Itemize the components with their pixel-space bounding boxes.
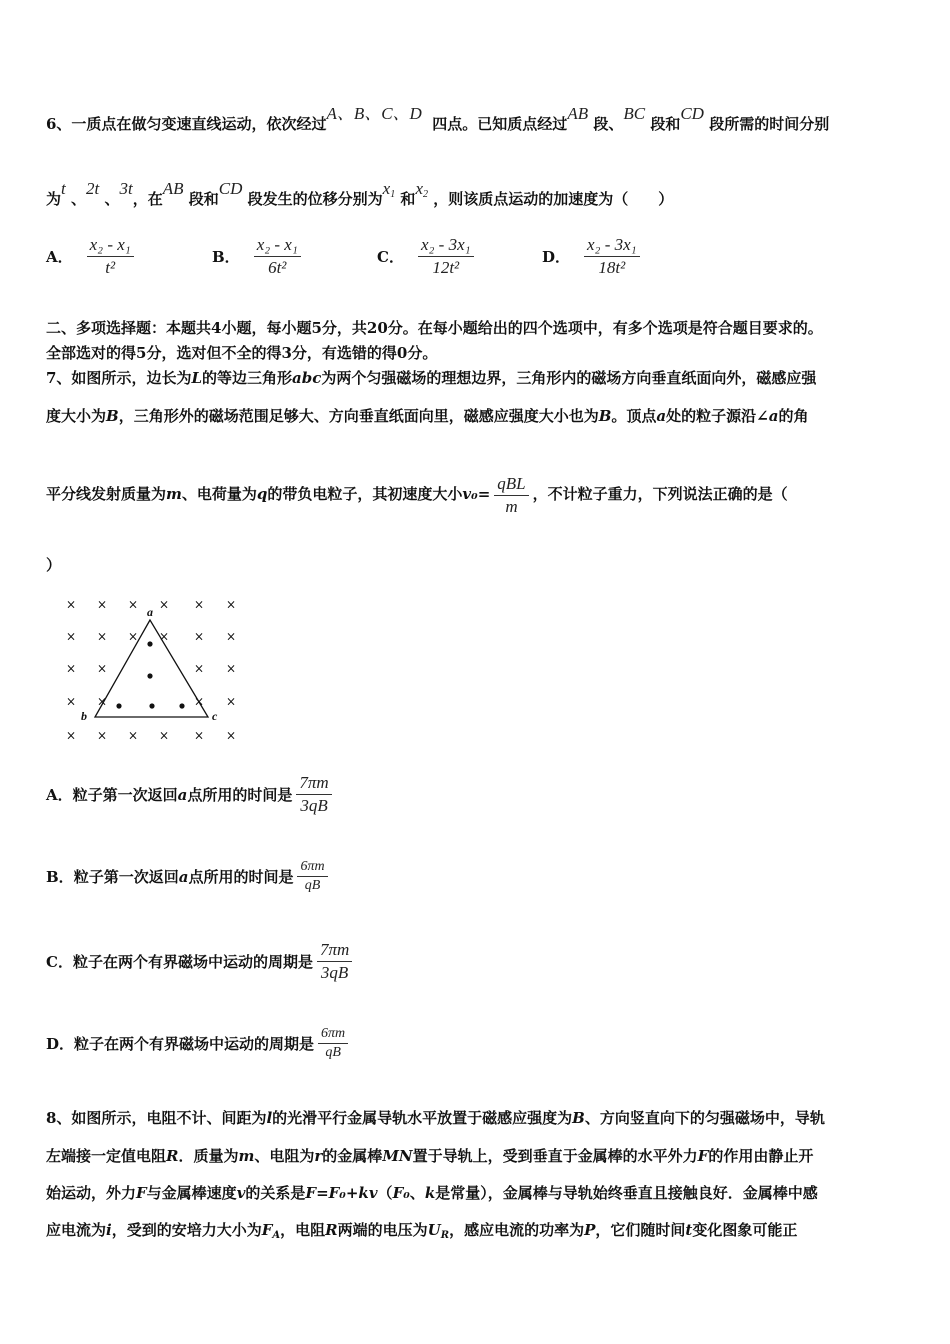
option-numerator: 6πm <box>318 1025 348 1044</box>
q8-var-i: i <box>106 1221 112 1239</box>
q7-option-a[interactable] <box>46 772 332 817</box>
dot-field-marks <box>116 641 184 708</box>
q7-text: 处的粒子源沿∠ <box>666 407 769 425</box>
q7-var-m: m <box>166 485 182 503</box>
option-label: C． <box>377 248 404 266</box>
field-cross-mark: × <box>225 629 237 644</box>
q8-var-F: F <box>136 1184 147 1202</box>
cross-field-marks <box>66 598 236 743</box>
field-cross-mark: × <box>96 694 108 709</box>
field-cross-mark: × <box>65 661 77 676</box>
q7-v-denominator: m <box>505 496 518 516</box>
q8-text: ，受到的安培力大小为 <box>111 1221 262 1239</box>
q7-text: 的等边三角形 <box>202 369 293 387</box>
q8-text: 与金属棒速度 <box>146 1184 237 1202</box>
q8-text: 的光滑平行金属导轨水平放置于磁感应强度为 <box>272 1109 573 1127</box>
field-cross-mark: × <box>193 728 205 743</box>
q7-var-a: a <box>768 407 779 425</box>
option-denominator: 3qB <box>320 963 349 982</box>
q6-option-d[interactable] <box>542 234 640 279</box>
triangle-magnetic-field-figure <box>55 592 250 747</box>
q7-text: ，不计粒子重力，下列说法正确的是（ <box>532 485 788 503</box>
field-cross-mark: × <box>127 629 139 644</box>
q6-t3: 3t <box>119 179 133 198</box>
q6-text: 段和 <box>188 190 219 208</box>
q6-points: A、B、C、D <box>326 104 422 123</box>
field-cross-mark: × <box>65 728 77 743</box>
q8-text: ，它们随时间 <box>595 1221 686 1239</box>
q7-text: 、电荷量为 <box>181 485 257 503</box>
option-numerator: 7πm <box>296 772 331 795</box>
q7-v0: v₀= <box>462 485 491 503</box>
q8-text: 是常量），金属棒与导轨始终垂直且接触良好．金属棒中感 <box>435 1184 818 1202</box>
triangle-abc <box>95 620 208 717</box>
q7-var-a: a <box>656 407 667 425</box>
option-label: A． <box>46 248 73 266</box>
q8-var-F0: F₀ <box>392 1184 410 1202</box>
q6-text: 和 <box>400 190 416 208</box>
option-numerator: x₂ - 3x₁ <box>418 234 474 257</box>
q6-bc: BC <box>623 104 646 123</box>
field-cross-mark: × <box>193 597 205 612</box>
field-cross-mark: × <box>158 629 170 644</box>
q6-text: 为 <box>46 190 62 208</box>
q6-text: ，则该质点运动的加速度为（ ） <box>433 190 674 208</box>
q8-text: 、 <box>409 1184 425 1202</box>
q7-text: 的带负电粒子，其初速度大小 <box>267 485 463 503</box>
q8-text: 、电阻为 <box>254 1147 315 1165</box>
option-label: D． <box>542 248 571 266</box>
q8-text: 应电流为 <box>46 1221 107 1239</box>
q6-text: 四点。已知质点经过 <box>432 115 568 133</box>
option-denominator: 6t² <box>268 258 287 277</box>
option-text: 粒子在两个有界磁场中运动的周期是 <box>74 1035 315 1053</box>
option-text: 粒子在两个有界磁场中运动的周期是 <box>72 953 313 971</box>
q7-line-2 <box>46 406 808 426</box>
field-cross-mark: × <box>65 597 77 612</box>
q6-t2: 2t <box>86 179 100 198</box>
q8-text: 始运动，外力 <box>46 1184 137 1202</box>
q7-var-q: q <box>256 485 268 503</box>
field-cross-mark: × <box>193 629 205 644</box>
q8-var-P: P <box>584 1221 596 1239</box>
option-denominator: qB <box>304 878 321 893</box>
field-cross-mark: × <box>225 661 237 676</box>
field-cross-mark: × <box>193 694 205 709</box>
option-denominator: 3qB <box>300 796 328 815</box>
q8-var-v: v <box>236 1184 246 1202</box>
q8-text: ．质量为 <box>178 1147 239 1165</box>
option-numerator: 6πm <box>297 858 327 877</box>
q7-var-B: B <box>598 407 612 425</box>
q7-v-numerator: qBL <box>494 473 528 496</box>
field-cross-mark: × <box>65 629 77 644</box>
option-denominator: 18t² <box>598 258 626 277</box>
q8-var-t: t <box>685 1221 693 1239</box>
field-cross-mark: × <box>193 661 205 676</box>
q7-text: 度大小为 <box>46 407 107 425</box>
option-label: A． <box>46 786 73 804</box>
q8-var-m: m <box>238 1147 255 1165</box>
option-denominator: qB <box>325 1045 341 1060</box>
q7-line-3 <box>46 470 788 518</box>
q6-x2: x <box>415 179 423 198</box>
q6-ab: AB <box>567 104 589 123</box>
field-cross-mark: × <box>127 728 139 743</box>
option-text: 粒子第一次返回 <box>73 868 179 886</box>
q6-text: 段和 <box>650 115 681 133</box>
q6-sep: 、 <box>70 190 86 208</box>
option-label: B． <box>212 248 240 266</box>
q8-var-l: l <box>266 1109 273 1127</box>
option-text: 点所用的时间是 <box>188 868 294 886</box>
q7-option-c[interactable] <box>46 939 352 984</box>
q8-text: （ <box>377 1184 393 1202</box>
q8-line-2 <box>46 1146 813 1166</box>
option-numerator: x₂ - x₁ <box>254 234 301 257</box>
q8-text: 左端接一定值电阻 <box>46 1147 167 1165</box>
q7-text: 7、如图所示，边长为 <box>46 369 192 387</box>
q8-text: 的作用由静止开 <box>708 1147 814 1165</box>
q8-text: 两端的电压为 <box>337 1221 428 1239</box>
q7-option-d[interactable] <box>46 1025 348 1062</box>
q8-text: 的金属棒 <box>322 1147 383 1165</box>
q8-var-FA: F <box>261 1221 273 1239</box>
q8-text: ，感应电流的功率为 <box>449 1221 585 1239</box>
option-label: B． <box>46 868 74 886</box>
vertex-label-b: b <box>81 709 87 723</box>
q7-var-abc: abc <box>292 369 322 387</box>
option-text: 点所用的时间是 <box>187 786 293 804</box>
option-label: D． <box>46 1035 75 1053</box>
q8-formula: F=F₀+kv <box>305 1184 378 1202</box>
q8-text: 的关系是 <box>245 1184 306 1202</box>
field-cross-mark: × <box>225 694 237 709</box>
field-cross-mark: × <box>65 694 77 709</box>
q6-t1: t <box>61 179 66 198</box>
option-text: 粒子第一次返回 <box>72 786 178 804</box>
vertex-label-c: c <box>212 709 218 723</box>
option-numerator: x₂ - x₁ <box>87 234 134 257</box>
q6-text: 6、一质点在做匀变速直线运动，依次经过 <box>46 115 327 133</box>
vertex-label-a: a <box>147 605 153 619</box>
q8-text: 置于导轨上，受到垂直于金属棒的水平外力 <box>412 1147 698 1165</box>
q8-line-1 <box>46 1108 825 1128</box>
q6-cd: CD <box>218 179 243 198</box>
q6-option-a[interactable] <box>46 234 134 279</box>
q8-var-FA-sub: A <box>272 1230 281 1241</box>
q7-text: ，三角形外的磁场范围足够大、方向垂直纸面向里，磁感应强度大小也为 <box>118 407 599 425</box>
q7-text: 。顶点 <box>611 407 657 425</box>
option-numerator: 7πm <box>317 939 352 962</box>
q6-x2-sub: 2 <box>422 189 428 200</box>
section-2-heading-line-1: 二、多项选择题：本题共4小题，每小题5分，共20分。在每小题给出的四个选项中，有多个选项是符合题目要求的。 <box>46 319 823 337</box>
field-dot-mark <box>149 703 154 708</box>
field-cross-mark: × <box>225 597 237 612</box>
option-label: C． <box>46 953 73 971</box>
q7-text: 的角 <box>778 407 809 425</box>
q8-text: 、方向竖直向下的匀强磁场中，导轨 <box>584 1109 825 1127</box>
q7-text: 平分线发射质量为 <box>46 485 167 503</box>
option-var: a <box>178 868 189 886</box>
field-cross-mark: × <box>96 661 108 676</box>
q6-cd: CD <box>680 104 704 123</box>
q8-var-UR-sub: R <box>440 1230 450 1241</box>
field-cross-mark: × <box>225 728 237 743</box>
q6-x1: x <box>382 179 391 198</box>
field-dot-mark <box>147 673 152 678</box>
field-cross-mark: × <box>158 728 170 743</box>
option-numerator: x₂ - 3x₁ <box>584 234 640 257</box>
field-dot-mark <box>116 703 121 708</box>
field-cross-mark: × <box>96 597 108 612</box>
q6-option-c[interactable] <box>377 234 474 279</box>
q6-text: 段、 <box>593 115 624 133</box>
option-denominator: 12t² <box>432 258 460 277</box>
section-2-heading-line-2: 全部选对的得5分，选对但不全的得3分，有选错的得0分。 <box>46 344 438 362</box>
q6-text: 段所需的时间分别 <box>709 115 830 133</box>
field-dot-mark <box>147 641 152 646</box>
q6-text: 段发生的位移分别为 <box>247 190 383 208</box>
option-denominator: t² <box>105 258 116 277</box>
q6-text: ，在 <box>132 190 163 208</box>
q8-var-r: r <box>314 1147 323 1165</box>
q8-var-F: F <box>697 1147 709 1165</box>
q6-line-2 <box>46 179 674 215</box>
q7-var-B: B <box>106 407 119 425</box>
q7-option-b[interactable] <box>46 858 328 895</box>
q8-text: ，电阻 <box>280 1221 326 1239</box>
field-cross-mark: × <box>127 597 139 612</box>
q8-var-UR: U <box>427 1221 441 1239</box>
q8-var-MN: MN <box>382 1147 413 1165</box>
field-cross-mark: × <box>96 728 108 743</box>
q8-var-R: R <box>325 1221 338 1239</box>
q8-var-k: k <box>424 1184 436 1202</box>
option-var: a <box>177 786 188 804</box>
field-cross-mark: × <box>96 629 108 644</box>
q8-var-R: R <box>166 1147 179 1165</box>
field-cross-mark: × <box>158 597 170 612</box>
q8-var-B: B <box>572 1109 585 1127</box>
q8-text: 变化图象可能正 <box>692 1221 798 1239</box>
q6-x1-sub: 1 <box>390 189 396 200</box>
q8-line-3 <box>46 1183 818 1203</box>
q7-line-4: ） <box>46 556 62 574</box>
field-dot-mark <box>179 703 184 708</box>
q6-ab: AB <box>162 179 184 198</box>
q8-line-4 <box>46 1220 797 1246</box>
q6-sep: 、 <box>104 190 120 208</box>
q6-option-b[interactable] <box>212 234 301 279</box>
q8-text: 8、如图所示，电阻不计、间距为 <box>46 1109 267 1127</box>
q6-line-1 <box>46 104 830 134</box>
q7-line-1 <box>46 368 816 388</box>
q7-var-L: L <box>191 369 202 387</box>
q7-text: 为两个匀强磁场的理想边界，三角形内的磁场方向垂直纸面向外，磁感应强 <box>321 369 817 387</box>
